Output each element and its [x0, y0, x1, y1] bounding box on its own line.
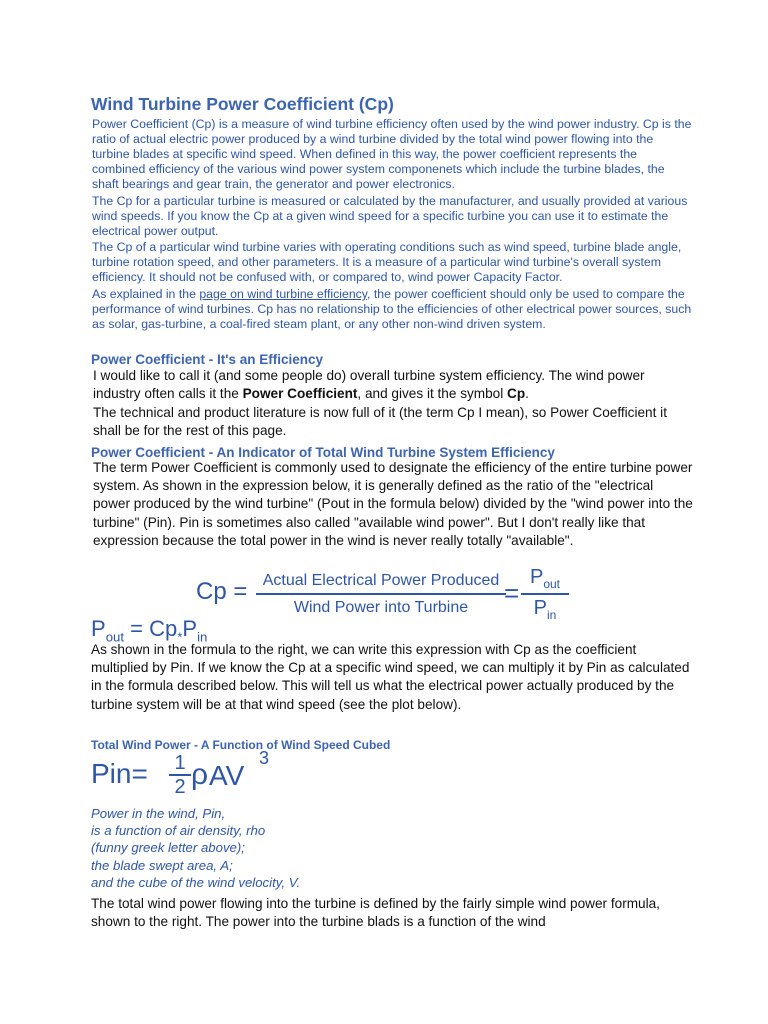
wind-power-formula	[91, 748, 291, 808]
intro-paragraph-3: The Cp of a particular wind turbine varies with operating conditions such as wind speed, turbine blade angle, turbine rotation speed, and other parameters. It is a measure of a particular wind turbine's overall system efficiency. It should not be confused with, or compared to, wind power Capacity Factor.	[92, 240, 682, 284]
p4-text-before: As explained in the	[92, 287, 200, 301]
formula-av: AV	[209, 760, 245, 791]
rho-symbol: ρ	[191, 758, 209, 791]
cp-ratio-formula	[196, 566, 586, 624]
intro-paragraph-4	[92, 287, 692, 332]
wind-turbine-efficiency-link[interactable]: page on wind turbine efficiency	[199, 287, 368, 301]
formula-explanation	[91, 805, 300, 891]
intro-paragraph-2: The Cp for a particular turbine is measured or calculated by the manufacturer, and usually provided at various wind speeds. If you know the Cp at a given wind speed for a specific turbine you can use it to estimate the electrical power output.	[92, 194, 688, 238]
explanation-line: and the cube of the wind velocity, V.	[91, 874, 301, 890]
fraction-bar-2	[521, 593, 569, 595]
explanation-line: (funny greek letter above);	[91, 840, 245, 856]
bold-cp: Cp	[507, 386, 526, 402]
explanation-line: Power in the wind, Pin,	[91, 806, 226, 821]
page-title: Wind Turbine Power Coefficient (Cp)	[91, 94, 394, 114]
body-paragraph-4: As shown in the formula to the right, we can write this expression with Cp as the coefficient multiplied by Pin. If we know the Cp at a specific wind speed, we can multiply it by Pin as calculated in the formula described below. This will tell us what the electrical power actually produced by the turbine system will be at that wind speed (see the plot below).	[91, 642, 690, 712]
body-paragraph-3: The term Power Coefficient is commonly used to designate the efficiency of the entire turbine power system. As shown in the expression below, it is generally defined as the ratio of the "electrical power produced by the wind turbine" (Pout in the formula below) divided by the "wind power into the turbine" (Pin). Pin is sometimes also called "available wind power". But I don't really like that expression because the total power in the wind is never really totally "available".	[93, 460, 693, 548]
formula-pout: $P_{out}$	[529, 566, 561, 591]
pout-formula: $P_{out} = Cp_*P_{in}$	[91, 616, 208, 645]
body-paragraph-5: The total wind power flowing into the turbine is defined by the fairly simple wind power formula, shown to the right. The power into the turbine blads is a function of the wind	[91, 896, 660, 930]
body-paragraph-1	[93, 367, 693, 403]
section-heading-efficiency: Power Coefficient - It's an Efficiency	[91, 352, 324, 367]
section-heading-indicator: Power Coefficient - An Indicator of Total Wind Turbine System Efficiency	[91, 445, 555, 460]
p4-text-after: , the power coefficient should only be used to compare the performance of wind turbines. Cp has no relationship to the efficiencies of other electrical power sources, such as solar, gas-turbine, a coal-fired steam plant, or any other non-wind driven system.	[92, 287, 692, 331]
formula-numerator: Actual Electrical Power Produced	[262, 572, 500, 589]
formula-cp-symbol: Cp =	[196, 578, 248, 605]
formula-pin: $P_{in}$	[533, 596, 557, 622]
formula-one-half: 1 2	[169, 752, 191, 798]
b1-text-end: .	[525, 386, 529, 402]
explanation-line: is a function of air density, rho	[91, 823, 266, 839]
formula-pin-lhs: Pin=	[91, 758, 148, 789]
formula-denominator: Wind Power into Turbine	[293, 598, 469, 616]
explanation-line: the blade swept area, A;	[91, 857, 233, 873]
b1-text-mid: , and gives it the symbol	[357, 386, 508, 402]
body-paragraph-2: The technical and product literature is now full of it (the term Cp I mean), so Power Coefficient it shall be for the rest of this page.	[93, 405, 667, 439]
bold-power-coefficient: Power Coefficient	[242, 386, 358, 402]
b1-text-before: I would like to call it (and some people do) overall turbine system efficiency. The wind power industry often calls it the	[93, 368, 645, 402]
formula-fraction-words	[256, 572, 506, 617]
intro-paragraph-1: Power Coefficient (Cp) is a measure of wind turbine efficiency often used by the wind power industry. Cp is the ratio of actual electric power produced by a wind turbine divided by the total wind power flowing into the turbine blades at specific wind speed. When defined in this way, the power coefficient represents the combined efficiency of the various wind power system componenets which include the turbine blades, the shaft bearings and gear train, the generator and power electronics.	[92, 117, 692, 191]
formula-equals-sign: =	[504, 578, 520, 608]
formula-fraction-symbols	[521, 566, 569, 622]
section-heading-total-wind-power: Total Wind Power - A Function of Wind Speed Cubed	[91, 738, 391, 752]
formula-cube-exponent: 3	[259, 748, 270, 768]
